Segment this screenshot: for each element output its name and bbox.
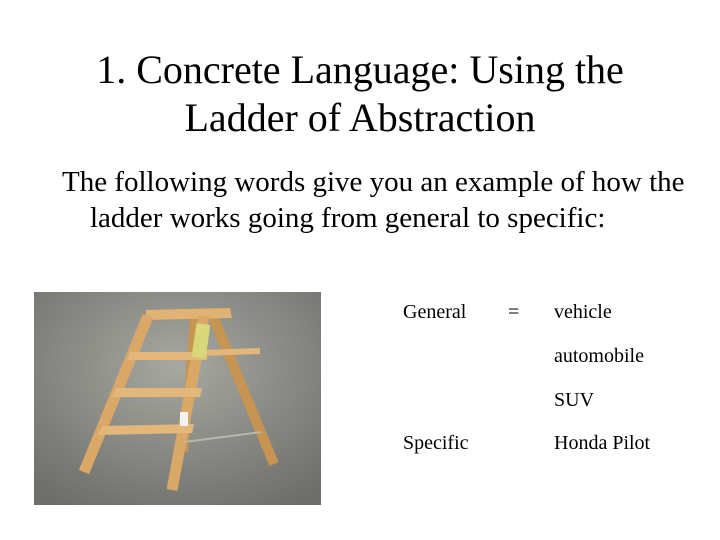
title-line-2: Ladder of Abstraction <box>184 95 536 140</box>
table-row-label: Specific <box>403 432 469 454</box>
table-row-label: General <box>403 301 467 323</box>
table-row-term: automobile <box>554 345 644 367</box>
table-row-term: SUV <box>554 389 595 411</box>
body-paragraph: The following words give you an example of how the ladder works going from general to specific: <box>62 166 685 234</box>
table-row-term: vehicle <box>554 301 612 323</box>
table-row-term: Honda Pilot <box>554 432 651 454</box>
equals-sign: = <box>508 301 520 323</box>
ladder-photo <box>34 292 321 505</box>
title-line-1: 1. Concrete Language: Using the <box>96 47 624 92</box>
ladder-icon <box>34 292 321 505</box>
slide-title <box>20 46 700 142</box>
